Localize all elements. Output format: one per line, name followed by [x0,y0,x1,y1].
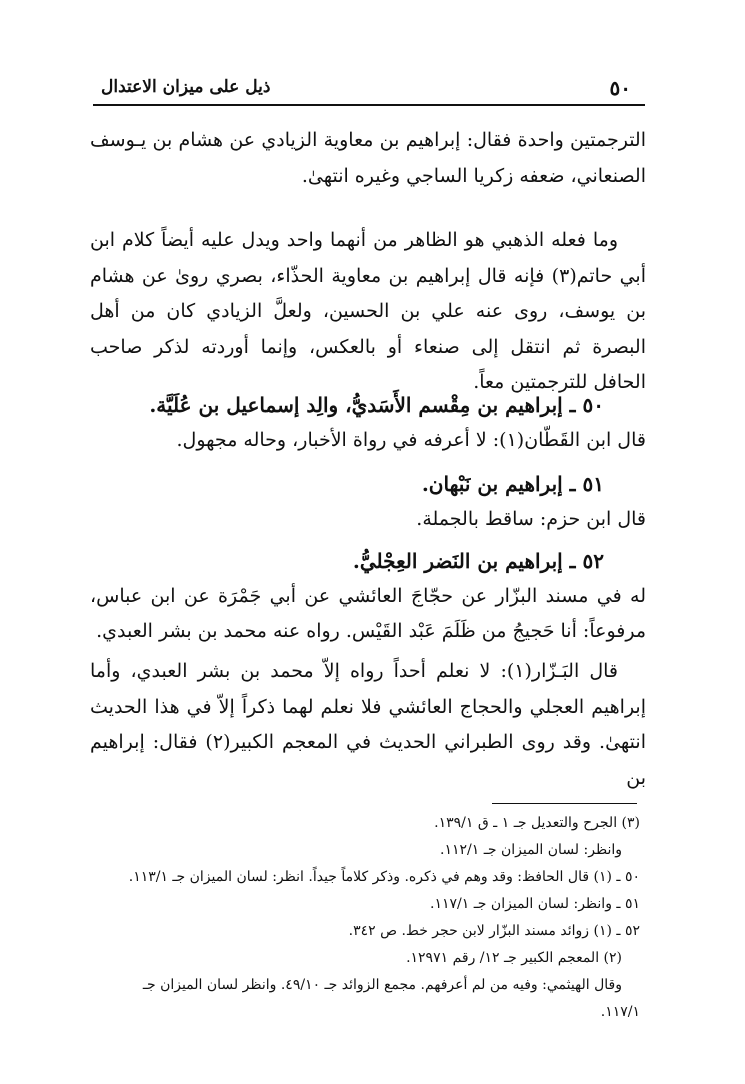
footnote-rule [492,803,637,804]
entry-52-text: له في مسند البزّار عن حجّاجَ العائشي عن أبي جَمْرَة عن ابن عباس، مرفوعاً: أنا حَجيجُ من ظَلَمَ عَبْد القَيْس. رواه عنه محمد بن بشر العبدي. [90,585,646,642]
footnotes [100,810,640,1026]
page-header [93,70,645,104]
footnote-line: ٥١ ـ وانظر: لسان الميزان جـ ١١٧/١. [430,896,640,912]
paragraph-2: وما فعله الذهبي هو الظاهر من أنهما واحد ويدل عليه أيضاً كلام ابن أبي حاتم(٣) فإنه قال إبراهيم بن معاوية الحذّاء، بصري روىٰ عن هشام بن يوسف، روى عنه علي بن الحسين، ولعلَّ الزيادي كان من أهل البصرة ثم انتقل إلى صنعاء أو بالعكس، وإنما أوردته لذكر صاحب الحافل للترجمتين معاً. [90,229,647,393]
running-title: ذيل على ميزان الاعتدال [101,77,271,97]
entry-52 [90,544,646,649]
footnote-line: (٢) المعجم الكبير جـ ١٢/ رقم ١٢٩٧١. [406,950,622,966]
entry-50 [90,388,646,458]
footnote-line: ١١٧/١. [600,1004,640,1020]
entry-50-text: قال ابن القَطّان(١): لا أعرفه في رواة الأخبار، وحاله مجهول. [176,429,646,451]
entry-52-title: ٥٢ ـ إبراهيم بن النَضر العِجْليُّ. [352,549,604,573]
footnote-line: (٣) الجرح والتعديل جـ ١ ـ ق ١٣٩/١. [434,815,640,831]
header-rule [93,104,645,106]
footnote-line: ٥٠ ـ (١) قال الحافظ: وقد وهم في ذكره. وذكر كلاماً جيداً. انظر: لسان الميزان جـ ١١٣/١. [128,869,640,885]
footnote-line: وقال الهيثمي: وفيه من لم أعرفهم. مجمع الزوائد جـ ٤٩/١٠. وانظر لسان الميزان جـ [142,977,622,993]
paragraph-last: قال البَـزّار(١): لا نعلم أحداً رواه إلاّ محمد بن بشر العبدي، وأما إبراهيم العجلي والحجاج العائشي فلا نعلم لهما ذكراً إلاّ في هذا الحديث انتهىٰ. وقد روى الطبراني الحديث في المعجم الكبير(٢) فقال: إبراهيم بن [90,660,646,789]
entry-50-title: ٥٠ ـ إبراهيم بن مِقْسم الأَسَديُّ، والِد إسماعيل بن عُلَيَّة. [149,393,604,417]
footnote-line: وانظر: لسان الميزان جـ ١١٢/١. [440,842,622,858]
entry-51 [90,467,646,537]
entry-51-text: قال ابن حزم: ساقط بالجملة. [416,508,646,530]
footnote-line: ٥٢ ـ (١) زوائد مسند البزّار لابن حجر خط. ص ٣٤٢. [348,923,640,939]
paragraph-1: الترجمتين واحدة فقال: إبراهيم بن معاوية الزيادي عن هشام بن يـوسف الصنعاني، ضعفه زكريا الساجي وغيره انتهىٰ. [90,129,646,187]
entry-51-title: ٥١ ـ إبراهيم بن نَبْهان. [421,472,604,496]
page-number: ٥٠ [609,76,631,100]
